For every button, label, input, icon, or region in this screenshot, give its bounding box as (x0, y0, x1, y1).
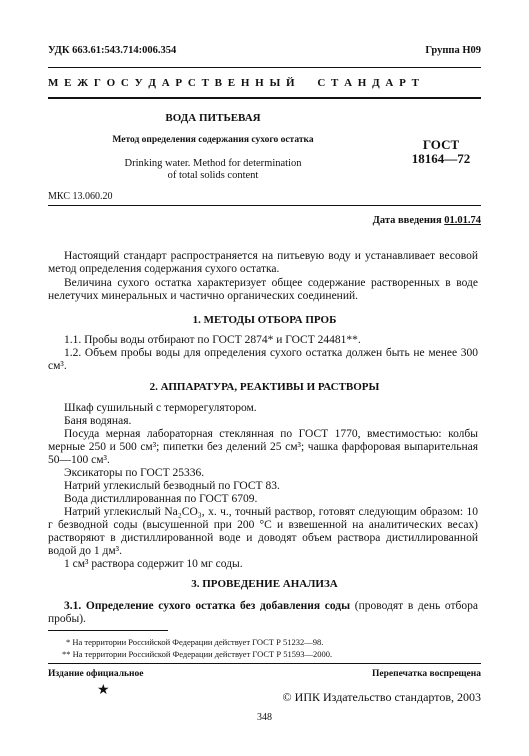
equipment-glassware: Посуда мерная лабораторная стеклянная по ГОСТ 1770, вместимостью: колбы мерные 250 и 500 см³; пипетки без делений 25 см³; чашка фарфоровая выпарительная 50—100 см³. (48, 428, 478, 466)
page-number: 348 (257, 712, 272, 723)
group-code: Группа Н09 (425, 45, 481, 56)
introduction-date-label: Дата введения (372, 215, 442, 226)
document-title: ВОДА ПИТЬЕВАЯ (165, 112, 261, 124)
mks-code: МКС 13.060.20 (48, 191, 113, 202)
solution-concentration: 1 см³ раствора содержит 10 мг соды. (64, 558, 243, 570)
equipment-oven: Шкаф сушильный с терморегулятором. (64, 402, 257, 414)
equipment-water-bath: Баня водяная. (64, 415, 132, 427)
reprint-prohibited-label: Перепечатка воспрещена (371, 669, 481, 679)
intro-paragraph-1: Настоящий стандарт распространяется на питьевую воду и устанавливает весовой метод определения содержания сухого остатка. (48, 250, 478, 275)
copyright-notice: © ИПК Издательство стандартов, 2003 (282, 690, 481, 704)
title-rule (48, 205, 481, 206)
equipment-desiccators: Эксикаторы по ГОСТ 25336. (64, 467, 205, 479)
clause-1-2: 1.2. Объем пробы воды для определения сухого остатка должен быть не менее 300 см³. (48, 347, 478, 372)
section-3-heading: 3. ПРОВЕДЕНИЕ АНАЛИЗА (191, 578, 338, 590)
banner-rule (48, 97, 481, 99)
gost-number: 18164—72 (411, 151, 471, 166)
document-subtitle: Метод определения содержания сухого остатка (112, 135, 314, 145)
section-2-heading: 2. АППАРАТУРА, РЕАКТИВЫ И РАСТВОРЫ (149, 381, 380, 393)
clause-3-1-text: (проводят в день отбора пробы). (48, 600, 478, 625)
star-icon: ★ (97, 683, 110, 698)
solution-preparation: Натрий углекислый Na₂CO₃, х. ч., точный раствор, готовят следующим образом: 10 г безводной соды (высушенной при 200 °С и взвешенной на аналитических весах) растворяют в дистиллированной воде и доводят объем раствора дистиллированной водой до 1 дм³. (48, 506, 478, 557)
introduction-date (373, 215, 481, 226)
reagent-sodium-carbonate: Натрий углекислый безводный по ГОСТ 83. (64, 480, 280, 492)
footer-rule (48, 663, 481, 664)
footnote-2: ** На территории Российской Федерации действует ГОСТ Р 51593—2000. (62, 649, 333, 659)
clause-1-1: 1.1. Пробы воды отбирают по ГОСТ 2874* и ГОСТ 24481**. (64, 334, 361, 346)
footnote-rule (48, 630, 168, 631)
official-edition-label: Издание официальное (48, 669, 144, 679)
clause-3-1-title: 3.1. Определение сухого остатка без добавления соды (64, 600, 351, 612)
english-title-line-1: Drinking water. Method for determination (124, 158, 302, 169)
footnote-1: * На территории Российской Федерации действует ГОСТ Р 51232—98. (66, 637, 324, 647)
interstate-standard-banner: М Е Ж Г О С У Д А Р С Т В Е Н Н Ы Й С Т А Н Д А Р Т (48, 77, 421, 89)
english-title-line-2: of total solids content (167, 170, 259, 181)
top-rule (48, 67, 481, 68)
intro-paragraph-2: Величина сухого остатка характеризует общее содержание растворенных в воде нелетучих минеральных и частично органических соединений. (48, 277, 478, 302)
udk-code: УДК 663.61:543.714:006.354 (48, 45, 177, 56)
section-1-heading: 1. МЕТОДЫ ОТБОРА ПРОБ (192, 314, 337, 326)
introduction-date-value: 01.01.74 (444, 215, 481, 226)
reagent-distilled-water: Вода дистиллированная по ГОСТ 6709. (64, 493, 258, 505)
clause-3-1 (48, 600, 478, 626)
gost-label: ГОСТ (422, 137, 460, 152)
